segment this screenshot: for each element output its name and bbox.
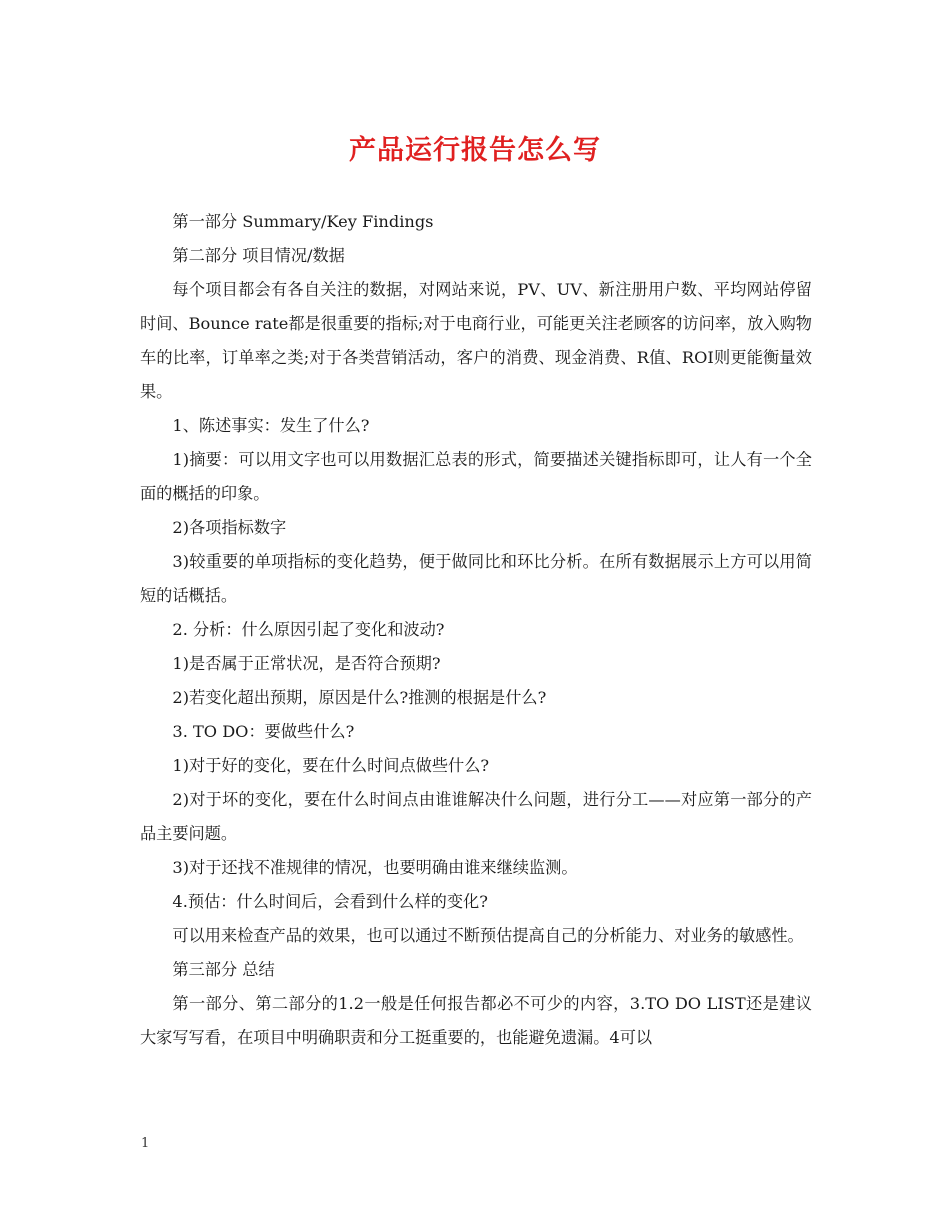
paragraph: 1)摘要：可以用文字也可以用数据汇总表的形式，简要描述关键指标即可，让人有一个全面的概括的印象。 <box>140 450 812 503</box>
document-body <box>140 205 812 1055</box>
page-number: 1 <box>141 1136 150 1151</box>
paragraph: 第一部分、第二部分的1.2一般是任何报告都必不可少的内容，3.TO DO LIST还是建议大家写写看，在项目中明确职责和分工挺重要的，也能避免遗漏。4可以 <box>140 994 812 1047</box>
paragraph: 1)是否属于正常状况，是否符合预期? <box>172 654 441 673</box>
paragraph: 3. TO DO：要做些什么? <box>172 722 355 741</box>
paragraph: 2)若变化超出预期，原因是什么?推测的根据是什么? <box>172 688 547 707</box>
paragraph: 第三部分 总结 <box>172 960 275 979</box>
paragraph: 第二部分 项目情况/数据 <box>172 246 345 265</box>
paragraph: 2)各项指标数字 <box>172 518 287 537</box>
paragraph: 可以用来检查产品的效果，也可以通过不断预估提高自己的分析能力、对业务的敏感性。 <box>172 926 804 945</box>
paragraph: 4.预估：什么时间后，会看到什么样的变化? <box>172 892 488 911</box>
paragraph: 2. 分析：什么原因引起了变化和波动? <box>172 620 445 639</box>
paragraph: 1)对于好的变化，要在什么时间点做些什么? <box>172 756 490 775</box>
paragraph: 1、陈述事实：发生了什么? <box>172 416 370 435</box>
document-title: 产品运行报告怎么写 <box>349 135 601 166</box>
paragraph: 3)对于还找不准规律的情况，也要明确由谁来继续监测。 <box>172 858 578 877</box>
paragraph: 2)对于坏的变化，要在什么时间点由谁谁解决什么问题，进行分工——对应第一部分的产品主要问题。 <box>140 790 812 843</box>
paragraph: 每个项目都会有各自关注的数据，对网站来说，PV、UV、新注册用户数、平均网站停留时间、Bounce rate都是很重要的指标;对于电商行业，可能更关注老顾客的访问率，放入购物车的比率，订单率之类;对于各类营销活动，客户的消费、现金消费、R值、ROI则更能衡量效果。 <box>140 280 812 401</box>
paragraph: 3)较重要的单项指标的变化趋势，便于做同比和环比分析。在所有数据展示上方可以用简短的话概括。 <box>140 552 812 605</box>
paragraph: 第一部分 Summary/Key Findings <box>172 212 434 231</box>
